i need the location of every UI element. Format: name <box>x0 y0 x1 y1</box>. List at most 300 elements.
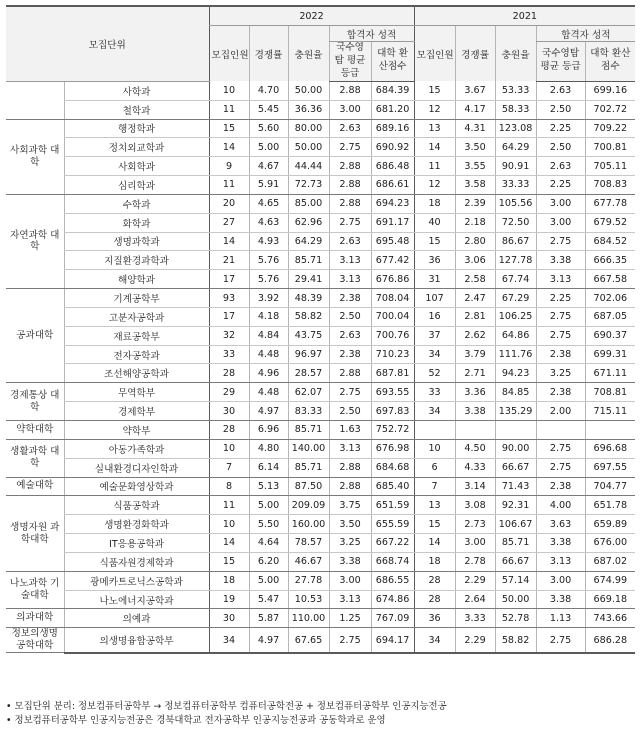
ratio-2021-cell: 2.47 <box>455 289 495 308</box>
grade-2021-cell: 3.13 <box>536 270 585 289</box>
fill-2022-cell: 80.00 <box>288 119 329 138</box>
score-2021-cell: 705.11 <box>585 157 635 176</box>
table-row <box>6 534 635 553</box>
department-cell: 의예과 <box>64 609 209 628</box>
quota-2022-cell: 18 <box>209 571 249 590</box>
grade-2021-cell: 3.00 <box>536 194 585 213</box>
quota-2021-cell: 7 <box>414 477 455 496</box>
ratio-2021-cell: 3.50 <box>455 138 495 157</box>
fill-2021-cell: 106.67 <box>495 515 536 534</box>
quota-2022-cell: 14 <box>209 534 249 553</box>
table-row <box>6 194 635 213</box>
score-2021-cell: 699.16 <box>585 81 635 100</box>
grade-2022-cell: 3.13 <box>329 590 371 609</box>
grade-2022-cell: 2.75 <box>329 213 371 232</box>
ratio-2022-cell: 5.00 <box>249 138 288 157</box>
quota-2021-cell: 12 <box>414 176 455 195</box>
department-cell: 조선해양공학과 <box>64 364 209 383</box>
fill-2022-cell: 140.00 <box>288 439 329 458</box>
fill-2022-cell: 64.29 <box>288 232 329 251</box>
ratio-2021-cell: 3.06 <box>455 251 495 270</box>
quota-2022-cell: 29 <box>209 383 249 402</box>
ratio-2021-cell: 3.00 <box>455 534 495 553</box>
grade-2021-cell: 3.38 <box>536 251 585 270</box>
quota-2022-cell: 10 <box>209 515 249 534</box>
table-row <box>6 515 635 534</box>
score-2022-cell: 676.98 <box>371 439 414 458</box>
ratio-2022-cell: 4.67 <box>249 157 288 176</box>
score-2021-cell: 709.22 <box>585 119 635 138</box>
score-2022-cell: 676.86 <box>371 270 414 289</box>
result-group-header-2022: 합격자 성적 <box>329 26 414 42</box>
grade-header-2022: 국수영탐 평균 등급 <box>329 42 371 82</box>
ratio-2021-cell: 3.14 <box>455 477 495 496</box>
fill-2021-cell: 94.23 <box>495 364 536 383</box>
table-row <box>6 100 635 119</box>
table-row <box>6 364 635 383</box>
department-cell: 식품자원경제학과 <box>64 552 209 571</box>
score-2022-cell: 700.76 <box>371 326 414 345</box>
quota-2021-cell: 36 <box>414 251 455 270</box>
score-2022-cell: 689.16 <box>371 119 414 138</box>
quota-2021-cell: 15 <box>414 81 455 100</box>
ratio-header-2022: 경쟁률 <box>249 26 288 82</box>
score-2021-cell: 666.35 <box>585 251 635 270</box>
department-cell: 정치외교학과 <box>64 138 209 157</box>
ratio-2022-cell: 4.48 <box>249 383 288 402</box>
fill-2021-cell: 52.78 <box>495 609 536 628</box>
quota-2021-cell: 34 <box>414 345 455 364</box>
grade-2021-cell: 3.38 <box>536 590 585 609</box>
score-2021-cell: 686.28 <box>585 628 635 653</box>
ratio-2022-cell: 4.97 <box>249 402 288 421</box>
fill-2022-cell: 58.82 <box>288 307 329 326</box>
score-2022-cell: 767.09 <box>371 609 414 628</box>
grade-2022-cell: 3.13 <box>329 270 371 289</box>
score-2021-cell: 684.52 <box>585 232 635 251</box>
department-cell: 무역학부 <box>64 383 209 402</box>
fill-2021-cell: 58.33 <box>495 100 536 119</box>
table-row <box>6 119 635 138</box>
fill-2022-cell: 36.36 <box>288 100 329 119</box>
table-header <box>6 6 635 81</box>
grade-2022-cell: 3.00 <box>329 571 371 590</box>
table-row <box>6 552 635 571</box>
ratio-2022-cell: 5.60 <box>249 119 288 138</box>
ratio-2022-cell: 4.64 <box>249 534 288 553</box>
quota-2021-cell: 37 <box>414 326 455 345</box>
score-2022-cell: 752.72 <box>371 421 414 440</box>
score-2022-cell: 687.81 <box>371 364 414 383</box>
department-cell: 기계공학부 <box>64 289 209 308</box>
fill-2022-cell: 44.44 <box>288 157 329 176</box>
score-2022-cell: 686.48 <box>371 157 414 176</box>
department-cell: 경제학부 <box>64 402 209 421</box>
score-2021-cell: 708.83 <box>585 176 635 195</box>
quota-2021-cell <box>414 421 455 440</box>
quota-2021-cell: 11 <box>414 157 455 176</box>
quota-2022-cell: 8 <box>209 477 249 496</box>
ratio-2021-cell: 3.55 <box>455 157 495 176</box>
table-row <box>6 138 635 157</box>
year-header-2022: 2022 <box>209 6 414 26</box>
grade-2021-cell: 2.25 <box>536 289 585 308</box>
table-row <box>6 458 635 477</box>
grade-2022-cell: 2.50 <box>329 307 371 326</box>
ratio-2022-cell: 5.45 <box>249 100 288 119</box>
fill-2022-cell: 10.53 <box>288 590 329 609</box>
grade-2022-cell: 2.88 <box>329 176 371 195</box>
fill-2022-cell: 85.71 <box>288 251 329 270</box>
grade-2021-cell: 4.00 <box>536 496 585 515</box>
fill-2022-cell: 27.78 <box>288 571 329 590</box>
grade-2022-cell: 2.88 <box>329 194 371 213</box>
ratio-2021-cell: 3.33 <box>455 609 495 628</box>
ratio-2021-cell: 2.29 <box>455 628 495 653</box>
quota-2022-cell: 7 <box>209 458 249 477</box>
grade-2022-cell: 2.50 <box>329 402 371 421</box>
ratio-2022-cell: 4.70 <box>249 81 288 100</box>
quota-2022-cell: 15 <box>209 552 249 571</box>
table-row <box>6 383 635 402</box>
table-row <box>6 402 635 421</box>
grade-2021-cell: 3.00 <box>536 571 585 590</box>
department-cell: 화학과 <box>64 213 209 232</box>
college-cell: 나노과학 기술대학 <box>6 571 64 609</box>
quota-2021-cell: 40 <box>414 213 455 232</box>
ratio-2021-cell: 2.62 <box>455 326 495 345</box>
quota-2022-cell: 33 <box>209 345 249 364</box>
ratio-header-2021: 경쟁률 <box>455 26 495 82</box>
fill-2021-cell: 72.50 <box>495 213 536 232</box>
department-cell: 지질환경과학과 <box>64 251 209 270</box>
fill-2021-cell <box>495 421 536 440</box>
fill-2022-cell: 96.97 <box>288 345 329 364</box>
score-2022-cell: 693.55 <box>371 383 414 402</box>
grade-2022-cell: 2.38 <box>329 345 371 364</box>
grade-2021-cell: 2.50 <box>536 100 585 119</box>
fill-2021-cell: 66.67 <box>495 458 536 477</box>
score-2022-cell: 694.17 <box>371 628 414 653</box>
fill-2022-cell: 110.00 <box>288 609 329 628</box>
quota-2021-cell: 16 <box>414 307 455 326</box>
college-cell: 생활과학 대학 <box>6 439 64 477</box>
ratio-2021-cell: 2.64 <box>455 590 495 609</box>
quota-2022-cell: 19 <box>209 590 249 609</box>
grade-2021-cell: 2.38 <box>536 477 585 496</box>
ratio-2021-cell <box>455 421 495 440</box>
fill-2022-cell: 62.07 <box>288 383 329 402</box>
quota-2022-cell: 17 <box>209 270 249 289</box>
fill-2021-cell: 57.14 <box>495 571 536 590</box>
table-row <box>6 176 635 195</box>
score-2022-cell: 655.59 <box>371 515 414 534</box>
fill-2022-cell: 48.39 <box>288 289 329 308</box>
ratio-2021-cell: 3.36 <box>455 383 495 402</box>
quota-2021-cell: 28 <box>414 571 455 590</box>
department-cell: 의생명융합공학부 <box>64 628 209 653</box>
quota-2022-cell: 30 <box>209 402 249 421</box>
department-cell: 식품공학과 <box>64 496 209 515</box>
score-2021-cell: 687.05 <box>585 307 635 326</box>
score-2022-cell: 708.04 <box>371 289 414 308</box>
college-cell: 의과대학 <box>6 609 64 628</box>
table-row <box>6 628 635 653</box>
ratio-2022-cell: 5.13 <box>249 477 288 496</box>
ratio-2022-cell: 4.18 <box>249 307 288 326</box>
grade-2022-cell: 2.88 <box>329 458 371 477</box>
fill-2021-cell: 58.82 <box>495 628 536 653</box>
department-cell: 철학과 <box>64 100 209 119</box>
ratio-2022-cell: 4.65 <box>249 194 288 213</box>
quota-2022-cell: 11 <box>209 496 249 515</box>
fill-2022-cell: 209.09 <box>288 496 329 515</box>
ratio-2021-cell: 2.81 <box>455 307 495 326</box>
ratio-2021-cell: 2.80 <box>455 232 495 251</box>
department-cell: 실내환경디자인학과 <box>64 458 209 477</box>
quota-2022-cell: 14 <box>209 138 249 157</box>
fill-2021-cell: 135.29 <box>495 402 536 421</box>
score-2022-cell: 690.92 <box>371 138 414 157</box>
quota-2022-cell: 11 <box>209 100 249 119</box>
department-cell: 재료공학부 <box>64 326 209 345</box>
quota-2022-cell: 11 <box>209 176 249 195</box>
fill-2021-cell: 123.08 <box>495 119 536 138</box>
fill-2021-cell: 67.29 <box>495 289 536 308</box>
ratio-2021-cell: 3.08 <box>455 496 495 515</box>
grade-2021-cell: 2.75 <box>536 439 585 458</box>
quota-2021-cell: 15 <box>414 232 455 251</box>
ratio-2022-cell: 6.20 <box>249 552 288 571</box>
score-2021-cell: 674.99 <box>585 571 635 590</box>
table-row <box>6 232 635 251</box>
quota-2021-cell: 28 <box>414 590 455 609</box>
grade-2022-cell: 1.25 <box>329 609 371 628</box>
fill-2022-cell: 50.00 <box>288 138 329 157</box>
grade-2022-cell: 1.63 <box>329 421 371 440</box>
table-row <box>6 307 635 326</box>
quota-2021-cell: 14 <box>414 534 455 553</box>
ratio-2022-cell: 5.50 <box>249 515 288 534</box>
fill-2021-cell: 92.31 <box>495 496 536 515</box>
fill-2022-cell: 29.41 <box>288 270 329 289</box>
fill-2021-cell: 127.78 <box>495 251 536 270</box>
table-row <box>6 157 635 176</box>
quota-2022-cell: 10 <box>209 439 249 458</box>
ratio-2021-cell: 3.79 <box>455 345 495 364</box>
fill-2022-cell: 85.00 <box>288 194 329 213</box>
department-cell: 생명환경화학과 <box>64 515 209 534</box>
fill-2022-cell: 67.65 <box>288 628 329 653</box>
score-2022-cell: 651.59 <box>371 496 414 515</box>
grade-2022-cell: 3.75 <box>329 496 371 515</box>
ratio-2021-cell: 4.17 <box>455 100 495 119</box>
score-2021-cell: 696.68 <box>585 439 635 458</box>
quota-2022-cell: 27 <box>209 213 249 232</box>
grade-2021-cell: 2.75 <box>536 307 585 326</box>
quota-2022-cell: 9 <box>209 157 249 176</box>
ratio-2021-cell: 2.58 <box>455 270 495 289</box>
fill-2022-cell: 85.71 <box>288 458 329 477</box>
ratio-2022-cell: 5.76 <box>249 270 288 289</box>
ratio-2022-cell: 4.97 <box>249 628 288 653</box>
quota-2021-cell: 13 <box>414 119 455 138</box>
score-2021-cell: 651.78 <box>585 496 635 515</box>
fill-2022-cell: 87.50 <box>288 477 329 496</box>
table-row <box>6 477 635 496</box>
footnote: • 정보컴퓨터공학부 인공지능전공은 경북대학교 전자공학부 인공지능전공과 공동학과로 운영 <box>6 715 386 726</box>
grade-2022-cell: 2.88 <box>329 477 371 496</box>
grade-2021-cell: 1.13 <box>536 609 585 628</box>
fill-header-2022: 충원율 <box>288 26 329 82</box>
fill-2022-cell: 78.57 <box>288 534 329 553</box>
quota-2021-cell: 14 <box>414 138 455 157</box>
quota-2021-cell: 33 <box>414 383 455 402</box>
score-2021-cell: 708.81 <box>585 383 635 402</box>
score-2022-cell: 686.55 <box>371 571 414 590</box>
quota-2022-cell: 21 <box>209 251 249 270</box>
college-cell: 자연과학 대학 <box>6 194 64 288</box>
fill-2021-cell: 66.67 <box>495 552 536 571</box>
quota-2022-cell: 34 <box>209 628 249 653</box>
grade-2022-cell: 2.75 <box>329 138 371 157</box>
department-cell: 약학부 <box>64 421 209 440</box>
ratio-2022-cell: 6.96 <box>249 421 288 440</box>
score-2021-cell: 704.77 <box>585 477 635 496</box>
score-2021-cell: 677.78 <box>585 194 635 213</box>
fill-2021-cell: 111.76 <box>495 345 536 364</box>
fill-2022-cell: 43.75 <box>288 326 329 345</box>
score-header-2021: 대학 환산점수 <box>585 42 635 82</box>
score-2022-cell: 697.83 <box>371 402 414 421</box>
fill-2021-cell: 105.56 <box>495 194 536 213</box>
fill-2021-cell: 90.91 <box>495 157 536 176</box>
grade-2021-cell: 2.63 <box>536 157 585 176</box>
quota-2022-cell: 15 <box>209 119 249 138</box>
fill-2022-cell: 50.00 <box>288 81 329 100</box>
fill-2022-cell: 72.73 <box>288 176 329 195</box>
grade-2021-cell: 2.25 <box>536 119 585 138</box>
grade-2021-cell: 2.25 <box>536 176 585 195</box>
grade-2021-cell: 3.25 <box>536 364 585 383</box>
fill-2022-cell: 28.57 <box>288 364 329 383</box>
grade-2021-cell: 3.38 <box>536 534 585 553</box>
fill-2021-cell: 33.33 <box>495 176 536 195</box>
grade-2022-cell: 2.88 <box>329 157 371 176</box>
fill-2021-cell: 85.71 <box>495 534 536 553</box>
score-2021-cell: 659.89 <box>585 515 635 534</box>
grade-2022-cell: 2.75 <box>329 628 371 653</box>
score-2021-cell: 700.81 <box>585 138 635 157</box>
ratio-2022-cell: 4.96 <box>249 364 288 383</box>
table-row <box>6 345 635 364</box>
grade-2021-cell: 2.75 <box>536 628 585 653</box>
table-row <box>6 251 635 270</box>
fill-2021-cell: 53.33 <box>495 81 536 100</box>
table-row <box>6 270 635 289</box>
ratio-2022-cell: 4.84 <box>249 326 288 345</box>
grade-2021-cell: 2.63 <box>536 81 585 100</box>
score-2022-cell: 674.86 <box>371 590 414 609</box>
grade-2022-cell: 2.75 <box>329 383 371 402</box>
ratio-2021-cell: 2.29 <box>455 571 495 590</box>
fill-2021-cell: 67.74 <box>495 270 536 289</box>
score-2021-cell: 671.11 <box>585 364 635 383</box>
ratio-2022-cell: 4.80 <box>249 439 288 458</box>
quota-2021-cell: 34 <box>414 402 455 421</box>
fill-2021-cell: 84.85 <box>495 383 536 402</box>
grade-2022-cell: 2.63 <box>329 119 371 138</box>
department-cell: 고분자공학과 <box>64 307 209 326</box>
college-cell: 약학대학 <box>6 421 64 440</box>
quota-2021-cell: 15 <box>414 515 455 534</box>
quota-2022-cell: 20 <box>209 194 249 213</box>
score-2022-cell: 668.74 <box>371 552 414 571</box>
college-cell <box>6 81 64 119</box>
score-2021-cell: 699.31 <box>585 345 635 364</box>
ratio-2022-cell: 5.00 <box>249 571 288 590</box>
department-cell: 수학과 <box>64 194 209 213</box>
fill-2022-cell: 85.71 <box>288 421 329 440</box>
ratio-2022-cell: 5.87 <box>249 609 288 628</box>
ratio-2022-cell: 5.00 <box>249 496 288 515</box>
quota-2021-cell: 18 <box>414 194 455 213</box>
score-2021-cell: 690.37 <box>585 326 635 345</box>
grade-2021-cell: 2.38 <box>536 383 585 402</box>
grade-2022-cell: 2.63 <box>329 232 371 251</box>
ratio-2021-cell: 3.67 <box>455 81 495 100</box>
grade-2021-cell <box>536 421 585 440</box>
footnotes <box>6 700 447 728</box>
quota-header-2022: 모집인원 <box>209 26 249 82</box>
score-2021-cell: 743.66 <box>585 609 635 628</box>
grade-2022-cell: 3.13 <box>329 439 371 458</box>
grade-2021-cell: 2.50 <box>536 138 585 157</box>
fill-2022-cell: 46.67 <box>288 552 329 571</box>
score-header-2022: 대학 환산점수 <box>371 42 414 82</box>
grade-2022-cell: 2.63 <box>329 326 371 345</box>
ratio-2021-cell: 4.33 <box>455 458 495 477</box>
year-header-2021: 2021 <box>414 6 635 26</box>
quota-2022-cell: 30 <box>209 609 249 628</box>
grade-2022-cell: 2.88 <box>329 364 371 383</box>
quota-2022-cell: 93 <box>209 289 249 308</box>
score-2022-cell: 710.23 <box>371 345 414 364</box>
quota-2021-cell: 52 <box>414 364 455 383</box>
score-2021-cell: 697.55 <box>585 458 635 477</box>
score-2022-cell: 684.39 <box>371 81 414 100</box>
fill-2022-cell: 62.96 <box>288 213 329 232</box>
table-row <box>6 439 635 458</box>
fill-2021-cell: 90.00 <box>495 439 536 458</box>
quota-2022-cell: 14 <box>209 232 249 251</box>
table-row <box>6 590 635 609</box>
department-cell: 사회학과 <box>64 157 209 176</box>
table-row <box>6 571 635 590</box>
quota-2022-cell: 10 <box>209 81 249 100</box>
quota-2021-cell: 10 <box>414 439 455 458</box>
ratio-2021-cell: 2.39 <box>455 194 495 213</box>
fill-2021-cell: 64.86 <box>495 326 536 345</box>
quota-2022-cell: 28 <box>209 421 249 440</box>
college-cell: 생명자원 과학대학 <box>6 496 64 571</box>
quota-2021-cell: 13 <box>414 496 455 515</box>
department-cell: 광메카트로닉스공학과 <box>64 571 209 590</box>
score-2022-cell: 694.23 <box>371 194 414 213</box>
score-2021-cell: 702.72 <box>585 100 635 119</box>
department-cell: 심리학과 <box>64 176 209 195</box>
quota-2021-cell: 6 <box>414 458 455 477</box>
